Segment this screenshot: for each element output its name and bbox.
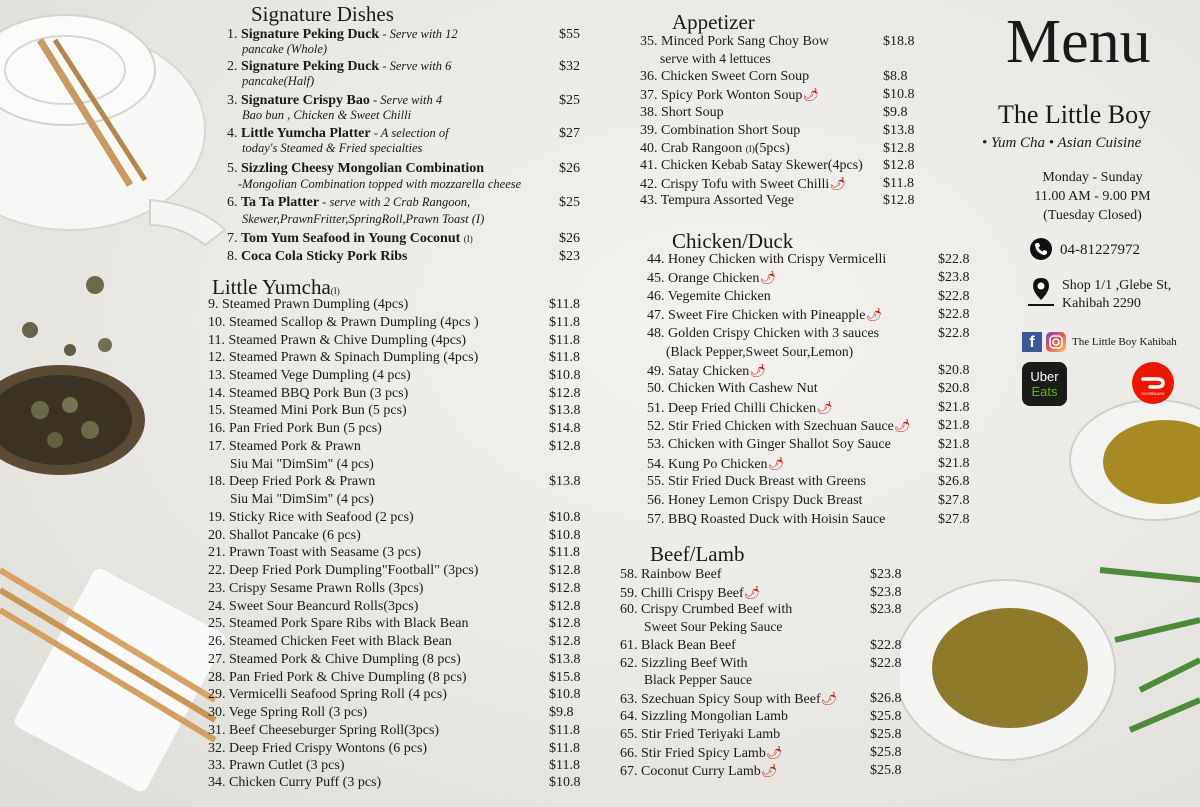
item-price: $23 (559, 249, 580, 264)
opening-hours (1010, 168, 1175, 225)
item-price: $27.8 (938, 512, 970, 527)
item-price: $11.8 (549, 297, 580, 312)
signature-item (227, 26, 582, 43)
yumcha-item (208, 402, 581, 419)
item-price: $22.8 (938, 289, 970, 304)
item-price: $9.8 (883, 105, 908, 120)
item-mark: (I) (745, 144, 755, 154)
item-name: 26. Steamed Chicken Feet with Black Bean (208, 634, 452, 649)
item-name: Signature Peking Duck (241, 59, 380, 74)
chicken-item (647, 511, 970, 528)
item-number: 6. (227, 195, 238, 210)
yumcha-item (208, 349, 580, 366)
item-name: 66. Stir Fried Spicy Lamb (620, 746, 766, 761)
signature-item (227, 92, 582, 109)
item-price: $15.8 (549, 670, 581, 685)
item-price: $21.8 (938, 400, 970, 415)
item-name: 23. Crispy Sesame Prawn Rolls (3pcs) (208, 581, 424, 596)
phone-number[interactable]: 04-81227972 (1060, 242, 1140, 258)
item-name: 48. Golden Crispy Chicken with 3 sauces (647, 326, 880, 341)
appetizer-item (640, 33, 915, 50)
chicken-heading: Chicken/Duck (672, 229, 794, 253)
item-name: 38. Short Soup (640, 105, 724, 120)
yumcha-item (208, 722, 580, 739)
item-number: 1. (227, 27, 238, 42)
chili-icon: 🌶 (802, 87, 819, 102)
item-name: 36. Chicken Sweet Corn Soup (640, 69, 810, 84)
yumcha-item (208, 438, 581, 455)
chicken-item (647, 417, 970, 435)
appetizer-item (640, 157, 915, 174)
item-price: $14.8 (549, 421, 581, 436)
yumcha-item (208, 615, 581, 632)
item-price: $13.8 (883, 123, 915, 138)
item-price: $12.8 (883, 193, 915, 208)
item-price: $20.8 (938, 363, 970, 378)
item-name: 41. Chicken Kebab Satay Skewer(4pcs) (640, 158, 863, 173)
yumcha-item (208, 420, 581, 437)
yumcha-item (208, 651, 581, 668)
item-price: $55 (559, 27, 580, 42)
item-price: $25 (559, 93, 580, 108)
item-price: $26 (559, 161, 580, 176)
item-continuation: Sweet Sour Peking Sauce (644, 619, 783, 634)
chicken-item (647, 306, 970, 324)
yumcha-item (208, 580, 581, 597)
item-name: 47. Sweet Fire Chicken with Pineapple (647, 308, 866, 323)
item-number: 2. (227, 59, 238, 74)
beef-item (620, 690, 902, 708)
signature-item (227, 194, 582, 211)
item-name: 43. Tempura Assorted Vege (640, 193, 795, 208)
location-pin-icon (1024, 275, 1058, 314)
item-price: $9.8 (549, 705, 574, 720)
item-price: $10.8 (549, 687, 581, 702)
chili-icon: 🌶 (759, 270, 776, 285)
teapot-illustration (0, 0, 230, 260)
item-price: $10.8 (549, 368, 581, 383)
item-description: - Serve with 4 (369, 93, 443, 107)
item-name: 30. Vege Spring Roll (3 pcs) (208, 705, 368, 720)
item-price: $22.8 (938, 326, 970, 341)
item-price: $12.8 (883, 141, 915, 156)
yumcha-item (208, 633, 581, 650)
chicken-item (647, 269, 970, 287)
tagline: • Yum Cha • Asian Cuisine (982, 135, 1142, 151)
item-price: $11.8 (549, 315, 580, 330)
yumcha-item (208, 598, 581, 615)
yumcha-item (208, 774, 581, 791)
yumcha-item (208, 527, 581, 544)
item-detail: (5pcs) (754, 141, 790, 156)
doordash-icon[interactable] (1132, 362, 1174, 404)
chicken-item (647, 399, 970, 417)
item-price: $13.8 (549, 474, 581, 489)
item-price: $32 (559, 59, 580, 74)
uber-eats-line-2: Eats (1031, 384, 1058, 399)
item-name: 62. Sizzling Beef With (620, 656, 748, 671)
item-price: $25.8 (870, 727, 902, 742)
item-continuation: pancake (Whole) (242, 42, 328, 56)
chicken-item (647, 492, 970, 509)
item-price: $11.8 (883, 176, 914, 191)
item-price: $23.8 (870, 585, 902, 600)
item-name: 50. Chicken With Cashew Nut (647, 381, 818, 396)
chicken-item (647, 325, 970, 342)
item-mark: (I) (463, 234, 473, 244)
item-price: $22.8 (870, 656, 902, 671)
item-description: - serve with 2 Crab Rangoon, (319, 195, 471, 209)
item-name: 52. Stir Fried Chicken with Szechuan Sauce (647, 419, 894, 434)
item-price: $12.8 (549, 634, 581, 649)
hours-closed: (Tuesday Closed) (1043, 208, 1142, 223)
address-line-2: Kahibah 2290 (1062, 296, 1141, 311)
item-name: 20. Shallot Pancake (6 pcs) (208, 528, 361, 543)
item-price: $26 (559, 231, 580, 246)
yumcha-item (208, 686, 581, 703)
menu-title: Menu (1006, 8, 1151, 76)
item-price: $21.8 (938, 456, 970, 471)
item-description: - A selection of (370, 126, 449, 140)
signature-item (227, 160, 582, 177)
instagram-icon[interactable] (1046, 332, 1066, 352)
item-name: Sizzling Cheesy Mongolian Combination (241, 161, 485, 176)
yumcha-item (208, 367, 581, 384)
yumcha-item (208, 757, 580, 774)
item-name: 24. Sweet Sour Beancurd Rolls(3pcs) (208, 599, 419, 614)
social-handle[interactable]: The Little Boy Kahibah (1072, 336, 1177, 348)
appetizer-item (640, 68, 908, 85)
item-number: 3. (227, 93, 238, 108)
yumcha-heading-text: Little Yumcha (212, 275, 331, 299)
appetizer-item (640, 192, 915, 209)
item-continuation: pancake(Half) (242, 74, 315, 88)
yumcha-item (208, 740, 580, 757)
item-continuation: Black Pepper Sauce (644, 672, 752, 687)
uber-eats-line-1: Uber (1030, 369, 1059, 384)
yumcha-item (208, 544, 580, 561)
item-name: 19. Sticky Rice with Seafood (2 pcs) (208, 510, 414, 525)
item-name: 67. Coconut Curry Lamb (620, 764, 761, 779)
address-line-1: Shop 1/1 ,Glebe St, (1062, 278, 1172, 293)
item-name: 42. Crispy Tofu with Sweet Chilli (640, 177, 830, 192)
beef-item (620, 744, 902, 762)
item-price: $25.8 (870, 709, 902, 724)
item-name: 56. Honey Lemon Crispy Duck Breast (647, 493, 863, 508)
item-name: 11. Steamed Prawn & Chive Dumpling (4pcs) (208, 333, 467, 348)
item-name: 12. Steamed Prawn & Spinach Dumpling (4pcs) (208, 350, 479, 365)
yumcha-item (208, 296, 580, 313)
item-price: $10.8 (549, 510, 581, 525)
item-name: 60. Crispy Crumbed Beef with (620, 602, 793, 617)
chili-icon: 🌶 (760, 763, 778, 778)
item-name: 18. Deep Fried Pork & Prawn (208, 474, 376, 489)
beef-item (620, 584, 902, 602)
item-price: $10.8 (883, 87, 915, 102)
item-name: 59. Chilli Crispy Beef (620, 586, 744, 601)
hours-days: Monday - Sunday (1042, 170, 1143, 185)
item-continuation: serve with 4 lettuces (660, 51, 771, 66)
item-name: 28. Pan Fried Pork & Chive Dumpling (8 pcs) (208, 670, 467, 685)
item-name: 34. Chicken Curry Puff (3 pcs) (208, 775, 382, 790)
beef-heading: Beef/Lamb (650, 542, 745, 566)
yumcha-item (208, 669, 581, 686)
item-name: 55. Stir Fried Duck Breast with Greens (647, 474, 866, 489)
item-price: $12.8 (549, 616, 581, 631)
appetizer-heading: Appetizer (672, 10, 755, 34)
yumcha-item (208, 562, 581, 579)
item-price: $12.8 (549, 581, 581, 596)
item-name: 44. Honey Chicken with Crispy Vermicelli (647, 252, 887, 267)
item-description: - Serve with 6 (379, 59, 452, 73)
chicken-item (647, 288, 970, 305)
item-price: $22.8 (938, 307, 970, 322)
item-name: 58. Rainbow Beef (620, 567, 722, 582)
item-number: 8. (227, 249, 238, 264)
item-name: Ta Ta Platter (241, 195, 320, 210)
beef-item (620, 566, 902, 583)
item-price: $27 (559, 126, 580, 141)
item-name: Coca Cola Sticky Pork Ribs (241, 249, 408, 264)
item-name: 35. Minced Pork Sang Choy Bow (640, 34, 829, 49)
item-name: 54. Kung Po Chicken (647, 457, 768, 472)
item-price: $12.8 (549, 563, 581, 578)
item-name: 29. Vermicelli Seafood Spring Roll (4 pcs) (208, 687, 447, 702)
yumcha-item (208, 509, 581, 526)
item-price: $23.8 (938, 270, 970, 285)
item-name: 39. Combination Short Soup (640, 123, 801, 138)
item-name: 33. Prawn Cutlet (3 pcs) (208, 758, 345, 773)
appetizer-item (640, 104, 908, 121)
item-price: $21.8 (938, 418, 970, 433)
item-price: $12.8 (549, 386, 581, 401)
chicken-item (647, 380, 970, 397)
item-price: $10.8 (549, 775, 581, 790)
item-price: $11.8 (549, 350, 580, 365)
item-price: $12.8 (549, 439, 581, 454)
item-price: $11.8 (549, 758, 580, 773)
appetizer-item (640, 140, 915, 158)
item-price: $27.8 (938, 493, 970, 508)
item-name: 9. Steamed Prawn Dumpling (4pcs) (208, 297, 409, 312)
uber-eats-icon[interactable] (1022, 362, 1067, 406)
beef-item (620, 708, 902, 725)
item-price: $23.8 (870, 567, 902, 582)
item-continuation: Siu Mai "DimSim" (4 pcs) (230, 491, 374, 506)
facebook-icon[interactable]: f (1022, 332, 1042, 352)
item-price: $13.8 (549, 403, 581, 418)
address (1062, 277, 1171, 313)
item-name: 65. Stir Fried Teriyaki Lamb (620, 727, 781, 742)
item-name: Tom Yum Seafood in Young Coconut (241, 231, 461, 246)
doordash-label: DOORDASH (1141, 391, 1165, 396)
signature-item (227, 248, 582, 265)
item-price: $25.8 (870, 745, 902, 760)
item-price: $10.8 (549, 528, 581, 543)
item-name: 15. Steamed Mini Pork Bun (5 pcs) (208, 403, 407, 418)
chili-icon: 🌶 (893, 418, 911, 433)
item-price: $21.8 (938, 437, 970, 452)
chicken-item (647, 436, 970, 453)
chili-icon: 🌶 (820, 691, 838, 706)
beef-item (620, 655, 902, 672)
signature-heading: Signature Dishes (251, 2, 394, 26)
signature-item (227, 230, 582, 248)
chili-icon: 🌶 (829, 176, 846, 191)
item-name: 32. Deep Fried Crispy Wontons (6 pcs) (208, 741, 428, 756)
beef-item (620, 601, 902, 618)
item-name: 61. Black Bean Beef (620, 638, 736, 653)
item-price: $18.8 (883, 34, 915, 49)
item-price: $25.8 (870, 763, 902, 778)
item-number: 7. (227, 231, 238, 246)
item-name: 31. Beef Cheeseburger Spring Roll(3pcs) (208, 723, 440, 738)
item-name: 27. Steamed Pork & Chive Dumpling (8 pcs) (208, 652, 461, 667)
chili-icon: 🌶 (743, 585, 761, 600)
item-continuation: Bao bun , Chicken & Sweet Chilli (242, 108, 412, 122)
item-price: $11.8 (549, 741, 580, 756)
item-continuation: -Mongolian Combination topped with mozzarella cheese (238, 177, 522, 191)
item-name: 21. Prawn Toast with Seasame (3 pcs) (208, 545, 422, 560)
brand-name: The Little Boy (998, 100, 1152, 129)
item-name: 40. Crab Rangoon (640, 141, 743, 156)
item-continuation: Siu Mai "DimSim" (4 pcs) (230, 456, 374, 471)
yumcha-item (208, 332, 580, 349)
chili-icon: 🌶 (865, 307, 883, 322)
item-name: 25. Steamed Pork Spare Ribs with Black Bean (208, 616, 469, 631)
yumcha-heading-mark: (I) (330, 286, 340, 296)
yumcha-item (208, 704, 574, 721)
yumcha-item (208, 473, 581, 490)
item-price: $25 (559, 195, 580, 210)
appetizer-item (640, 175, 914, 193)
item-name: 63. Szechuan Spicy Soup with Beef (620, 692, 821, 707)
item-name: 53. Chicken with Ginger Shallot Soy Sauce (647, 437, 891, 452)
chili-icon: 🌶 (816, 400, 833, 415)
item-name: 22. Deep Fried Pork Dumpling"Football" (3pcs) (208, 563, 479, 578)
item-name: 16. Pan Fried Pork Bun (5 pcs) (208, 421, 382, 436)
item-price: $23.8 (870, 602, 902, 617)
item-price: $8.8 (883, 69, 908, 84)
item-name: Signature Crispy Bao (241, 93, 370, 108)
item-price: $20.8 (938, 381, 970, 396)
item-price: $26.8 (870, 691, 902, 706)
item-continuation: today's Steamed & Fried specialties (242, 141, 423, 155)
item-number: 4. (227, 126, 238, 141)
item-price: $22.8 (938, 252, 970, 267)
beef-item (620, 762, 902, 780)
chicken-item (647, 473, 970, 490)
tea-leaves-strainer-illustration (0, 260, 170, 480)
item-name: 46. Vegemite Chicken (647, 289, 771, 304)
item-price: $12.8 (549, 599, 581, 614)
item-name: 57. BBQ Roasted Duck with Hoisin Sauce (647, 512, 886, 527)
signature-item (227, 58, 582, 75)
item-price: $11.8 (549, 723, 580, 738)
yumcha-item (208, 385, 581, 402)
chili-icon: 🌶 (767, 456, 785, 471)
item-price: $11.8 (549, 545, 580, 560)
chicken-item (647, 455, 970, 473)
item-name: 37. Spicy Pork Wonton Soup (640, 88, 803, 103)
chili-icon: 🌶 (765, 745, 783, 760)
appetizer-item (640, 122, 915, 139)
item-price: $26.8 (938, 474, 970, 489)
item-description: - Serve with 12 (379, 27, 458, 41)
signature-item (227, 125, 582, 142)
item-continuation: (Black Pepper,Sweet Sour,Lemon) (666, 344, 854, 359)
item-name: 64. Sizzling Mongolian Lamb (620, 709, 788, 724)
yumcha-item (208, 314, 580, 331)
chicken-item (647, 251, 970, 268)
item-name: 14. Steamed BBQ Pork Bun (3 pcs) (208, 386, 409, 401)
beef-item (620, 726, 902, 743)
item-name: 17. Steamed Pork & Prawn (208, 439, 361, 454)
chicken-item (647, 362, 970, 380)
item-name: 10. Steamed Scallop & Prawn Dumpling (4pcs ) (208, 315, 479, 330)
item-name: Little Yumcha Platter (241, 126, 371, 141)
beef-item (620, 637, 902, 654)
item-price: $13.8 (549, 652, 581, 667)
hours-time: 11.00 AM - 9.00 PM (1034, 189, 1151, 204)
item-name: 49. Satay Chicken (647, 364, 750, 379)
chili-icon: 🌶 (749, 363, 766, 378)
phone-icon (1030, 238, 1052, 260)
item-name: 51. Deep Fried Chilli Chicken (647, 401, 817, 416)
item-number: 5. (227, 161, 238, 176)
appetizer-item (640, 86, 915, 104)
item-price: $12.8 (883, 158, 915, 173)
item-price: $22.8 (870, 638, 902, 653)
item-continuation: Skewer,PrawnFritter,SpringRoll,Prawn Toast (I) (242, 212, 485, 226)
item-name: 13. Steamed Vege Dumpling (4 pcs) (208, 368, 411, 383)
item-name: 45. Orange Chicken (647, 271, 760, 286)
item-price: $11.8 (549, 333, 580, 348)
item-name: Signature Peking Duck (241, 27, 380, 42)
